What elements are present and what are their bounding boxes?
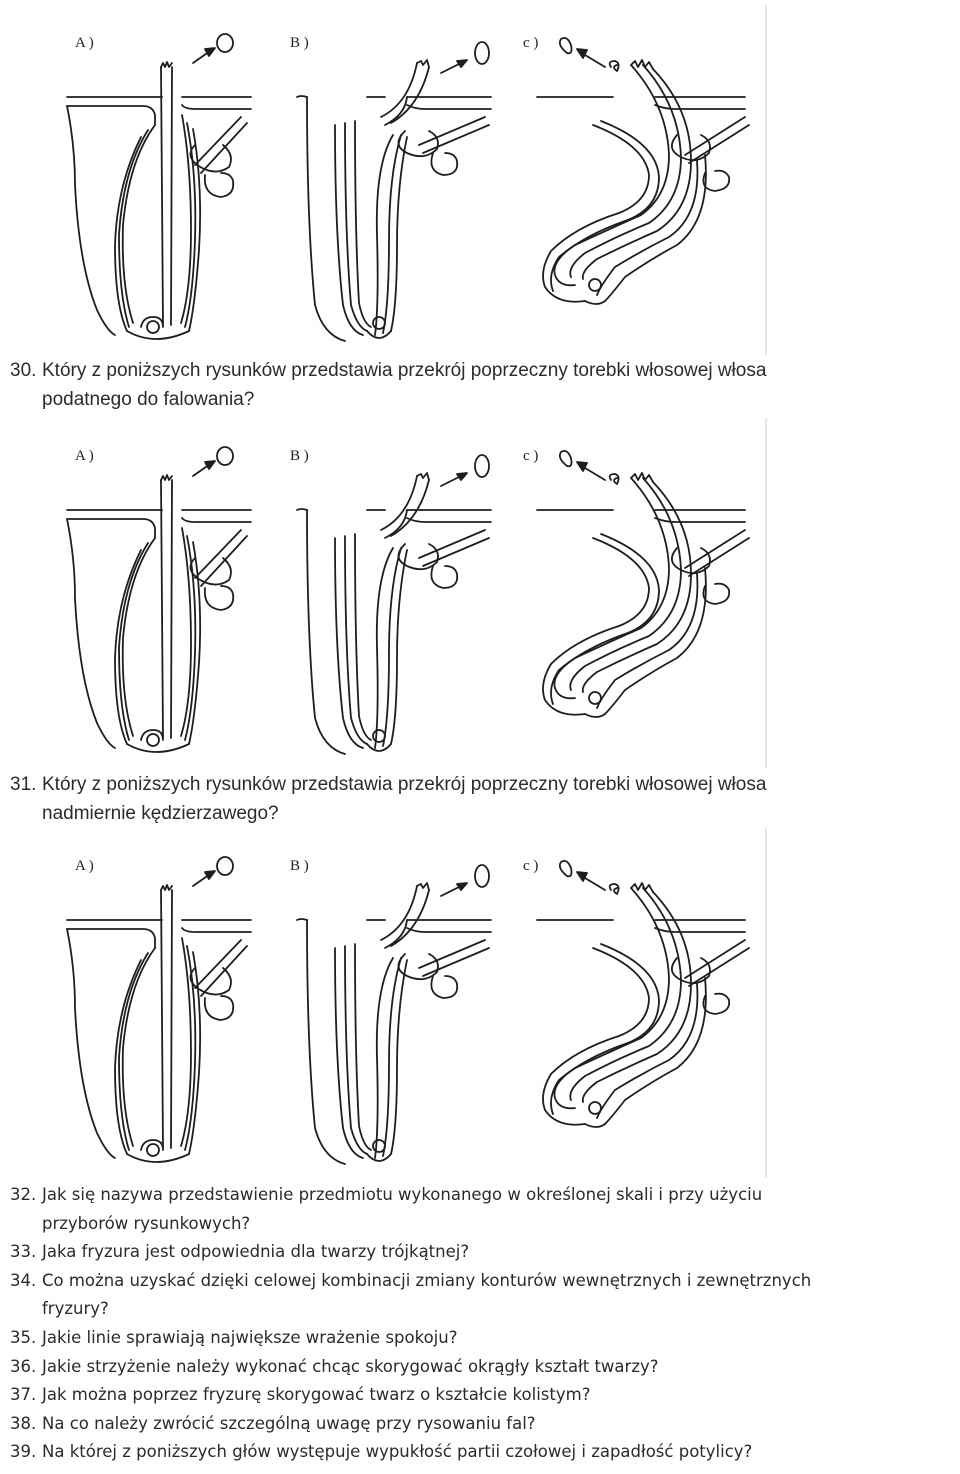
question-39 (10, 1438, 955, 1467)
question-number: 30. (10, 360, 37, 381)
question-text-line1: Jaka fryzura jest odpowiednia dla twarzy trójkątnej? (42, 1242, 470, 1262)
figure-label-a: A ) (75, 858, 94, 874)
question-text-line1: Który z poniższych rysunków przedstawia przekrój poprzeczny torebki włosowej włosa (42, 774, 767, 795)
question-text-line1: Na co należy zwrócić szczególną uwagę przy rysowaniu fal? (42, 1413, 536, 1433)
figure-label-c: c ) (523, 448, 539, 464)
question-number: 36. (10, 1356, 37, 1376)
question-33 (10, 1238, 955, 1267)
question-30 (10, 356, 950, 414)
figure-label-b: B ) (290, 858, 309, 874)
figure-follicles-1 (45, 5, 767, 355)
question-35 (10, 1324, 955, 1353)
question-number: 38. (10, 1413, 37, 1433)
question-number: 33. (10, 1242, 37, 1262)
question-34 (10, 1267, 955, 1324)
question-32 (10, 1181, 955, 1238)
question-text-line1: Jak się nazywa przedstawienie przedmiotu wykonanego w określonej skali i przy użyciu (42, 1185, 763, 1204)
question-text-line1: Jakie linie sprawiają największe wrażenie spokoju? (42, 1327, 458, 1347)
question-31 (10, 770, 950, 828)
question-number: 35. (10, 1327, 37, 1347)
figure-label-b: B ) (290, 448, 309, 464)
question-text-line1: Co można uzyskać dzięki celowej kombinacji zmiany konturów wewnętrznych i zewnętrznych (42, 1270, 812, 1290)
question-text-line1: Na której z poniższych głów występuje wypukłość partii czołowej i zapadłość potylicy? (42, 1442, 753, 1462)
figure-label-c: c ) (523, 858, 539, 874)
figure-label-a: A ) (75, 35, 94, 51)
question-text-line1: Jak można poprzez fryzurę skorygować twarz o kształcie kolistym? (42, 1385, 591, 1405)
question-number: 39. (10, 1442, 37, 1462)
figure-follicles-3 (45, 828, 767, 1178)
question-text-line2: fryzury? (42, 1299, 109, 1319)
question-list (10, 1181, 955, 1467)
figure-label-a: A ) (75, 448, 94, 464)
figure-label-b: B ) (290, 35, 309, 51)
question-number: 31. (10, 774, 37, 795)
question-number: 34. (10, 1270, 37, 1290)
figure-label-c: c ) (523, 35, 539, 51)
question-text-line2: podatnego do falowania? (42, 389, 255, 410)
question-text-line1: Który z poniższych rysunków przedstawia przekrój poprzeczny torebki włosowej włosa (42, 360, 767, 381)
question-37 (10, 1381, 955, 1410)
question-38 (10, 1410, 955, 1439)
question-number: 37. (10, 1385, 37, 1405)
question-number: 32. (10, 1185, 37, 1204)
question-36 (10, 1353, 955, 1382)
question-text-line1: Jakie strzyżenie należy wykonać chcąc skorygować okrągły kształt twarzy? (42, 1356, 659, 1376)
figure-follicles-2 (45, 418, 767, 768)
question-text-line2: przyborów rysunkowych? (42, 1213, 251, 1233)
question-text-line2: nadmiernie kędzierzawego? (42, 803, 279, 824)
